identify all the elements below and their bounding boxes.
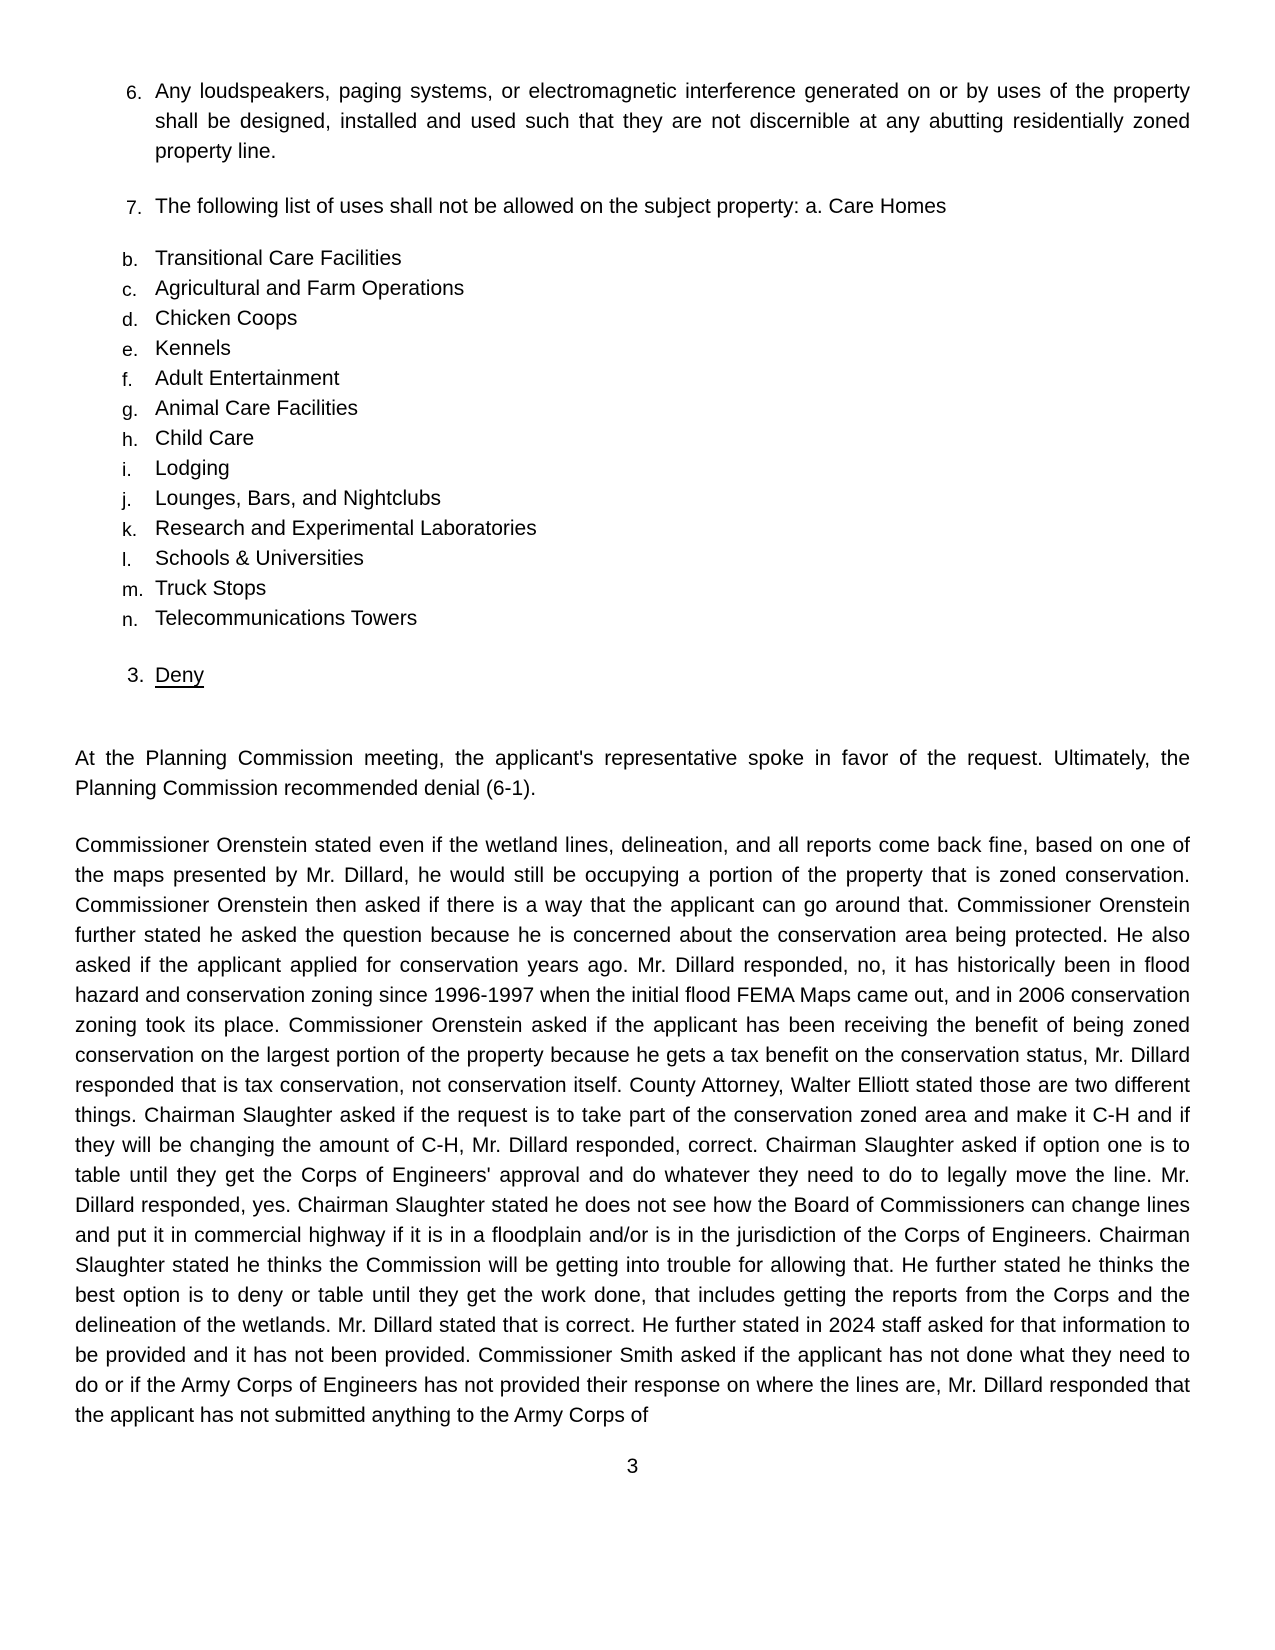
list-item-j-marker: j. bbox=[122, 489, 132, 511]
page-number: 3 bbox=[626, 1455, 639, 1478]
list-item-f-text: Adult Entertainment bbox=[155, 367, 340, 390]
list-item-i-text: Lodging bbox=[155, 457, 230, 480]
list-item-h-marker: h. bbox=[122, 429, 139, 451]
list-item-g-text: Animal Care Facilities bbox=[155, 397, 359, 420]
list-item-g-marker: g. bbox=[122, 399, 139, 421]
numbered-item-7 bbox=[126, 192, 1190, 222]
list-item-c-marker: c. bbox=[122, 279, 138, 301]
prohibited-uses-list bbox=[75, 244, 1190, 634]
list-item-e-marker: e. bbox=[122, 339, 139, 361]
list-item-i bbox=[122, 454, 1190, 484]
list-item-m-marker: m. bbox=[122, 579, 144, 601]
list-item-c bbox=[122, 274, 1190, 304]
list-item-b bbox=[122, 244, 1190, 274]
numbered-item-7-marker: 7. bbox=[126, 197, 143, 219]
option-deny-label: Deny bbox=[155, 664, 205, 687]
list-item-d-text: Chicken Coops bbox=[155, 307, 298, 330]
list-item-l-marker: l. bbox=[122, 549, 132, 571]
option-deny bbox=[127, 661, 1190, 691]
list-item-f bbox=[122, 364, 1190, 394]
list-item-f-marker: f. bbox=[122, 369, 133, 391]
numbered-item-6-marker: 6. bbox=[126, 82, 143, 104]
list-item-k bbox=[122, 514, 1190, 544]
list-item-n-marker: n. bbox=[122, 609, 139, 631]
list-item-c-text: Agricultural and Farm Operations bbox=[155, 277, 465, 300]
list-item-l-text: Schools & Universities bbox=[155, 547, 364, 570]
list-item-b-marker: b. bbox=[122, 249, 139, 271]
numbered-item-6 bbox=[126, 77, 1190, 167]
list-item-h bbox=[122, 424, 1190, 454]
list-item-k-marker: k. bbox=[122, 519, 138, 541]
numbered-item-7-text: The following list of uses shall not be allowed on the subject property: a. Care Homes bbox=[155, 195, 947, 218]
list-item-d bbox=[122, 304, 1190, 334]
list-item-l bbox=[122, 544, 1190, 574]
paragraph-discussion: Commissioner Orenstein stated even if the wetland lines, delineation, and all reports come back fine, based on one of the maps presented by Mr. Dillard, he would still be occupying a portion of the property that is zoned conservation. Commissioner Orenstein then asked if there is a way that the applicant can go around that. Commissioner Orenstein further stated he asked the question because he is concerned about the conservation area being protected. He also asked if the applicant applied for conservation years ago. Mr. Dillard responded, no, it has historically been in flood hazard and conservation zoning since 1996-1997 when the initial flood FEMA Maps came out, and in 2006 conservation zoning took its place. Commissioner Orenstein asked if the applicant has been receiving the benefit of being zoned conservation on the largest portion of the property because he gets a tax benefit on the conservation status, Mr. Dillard responded that is tax conservation, not conservation itself. County Attorney, Walter Elliott stated those are two different things. Chairman Slaughter asked if the request is to take part of the conservation zoned area and make it C-H and if they will be changing the amount of C-H, Mr. Dillard responded, correct. Chairman Slaughter asked if option one is to table until they get the Corps of Engineers' approval and do whatever they need to do to legally move the line. Mr. Dillard responded, yes. Chairman Slaughter stated he does not see how the Board of Commissioners can change lines and put it in commercial highway if it is in a floodplain and/or is in the jurisdiction of the Corps of Engineers. Chairman Slaughter stated he thinks the Commission will be getting into trouble for allowing that. He further stated he thinks the best option is to deny or table until they get the work done, that includes getting the reports from the Corps and the delineation of the wetlands. Mr. Dillard stated that is correct. He further stated in 2024 staff asked for that information to be provided and it has not been provided. Commissioner Smith asked if the applicant has not done what they need to do or if the Army Corps of Engineers has not provided their response on where the lines are, Mr. Dillard responded that the applicant has not submitted anything to the Army Corps of bbox=[75, 834, 1190, 1427]
list-item-h-text: Child Care bbox=[155, 427, 255, 450]
document-content bbox=[75, 0, 1190, 1482]
list-item-j-text: Lounges, Bars, and Nightclubs bbox=[155, 487, 442, 510]
list-item-m bbox=[122, 574, 1190, 604]
list-item-e bbox=[122, 334, 1190, 364]
list-item-n-text: Telecommunications Towers bbox=[155, 607, 418, 630]
list-item-m-text: Truck Stops bbox=[155, 577, 267, 600]
list-item-g bbox=[122, 394, 1190, 424]
list-item-j bbox=[122, 484, 1190, 514]
list-item-k-text: Research and Experimental Laboratories bbox=[155, 517, 537, 540]
list-item-i-marker: i. bbox=[122, 459, 132, 481]
paragraph-commission-meeting: At the Planning Commission meeting, the applicant's representative spoke in favor of the request. Ultimately, the Planning Commission recommended denial (6-1). bbox=[75, 747, 1190, 800]
numbered-item-6-text: Any loudspeakers, paging systems, or electromagnetic interference generated on or by uses of the property shall be designed, installed and used such that they are not discernible at any abutting residentially zoned property line. bbox=[155, 80, 1190, 163]
list-item-n bbox=[122, 604, 1190, 634]
list-item-e-text: Kennels bbox=[155, 337, 231, 360]
list-item-b-text: Transitional Care Facilities bbox=[155, 247, 402, 270]
option-deny-marker: 3. bbox=[127, 664, 145, 687]
list-item-d-marker: d. bbox=[122, 309, 139, 331]
